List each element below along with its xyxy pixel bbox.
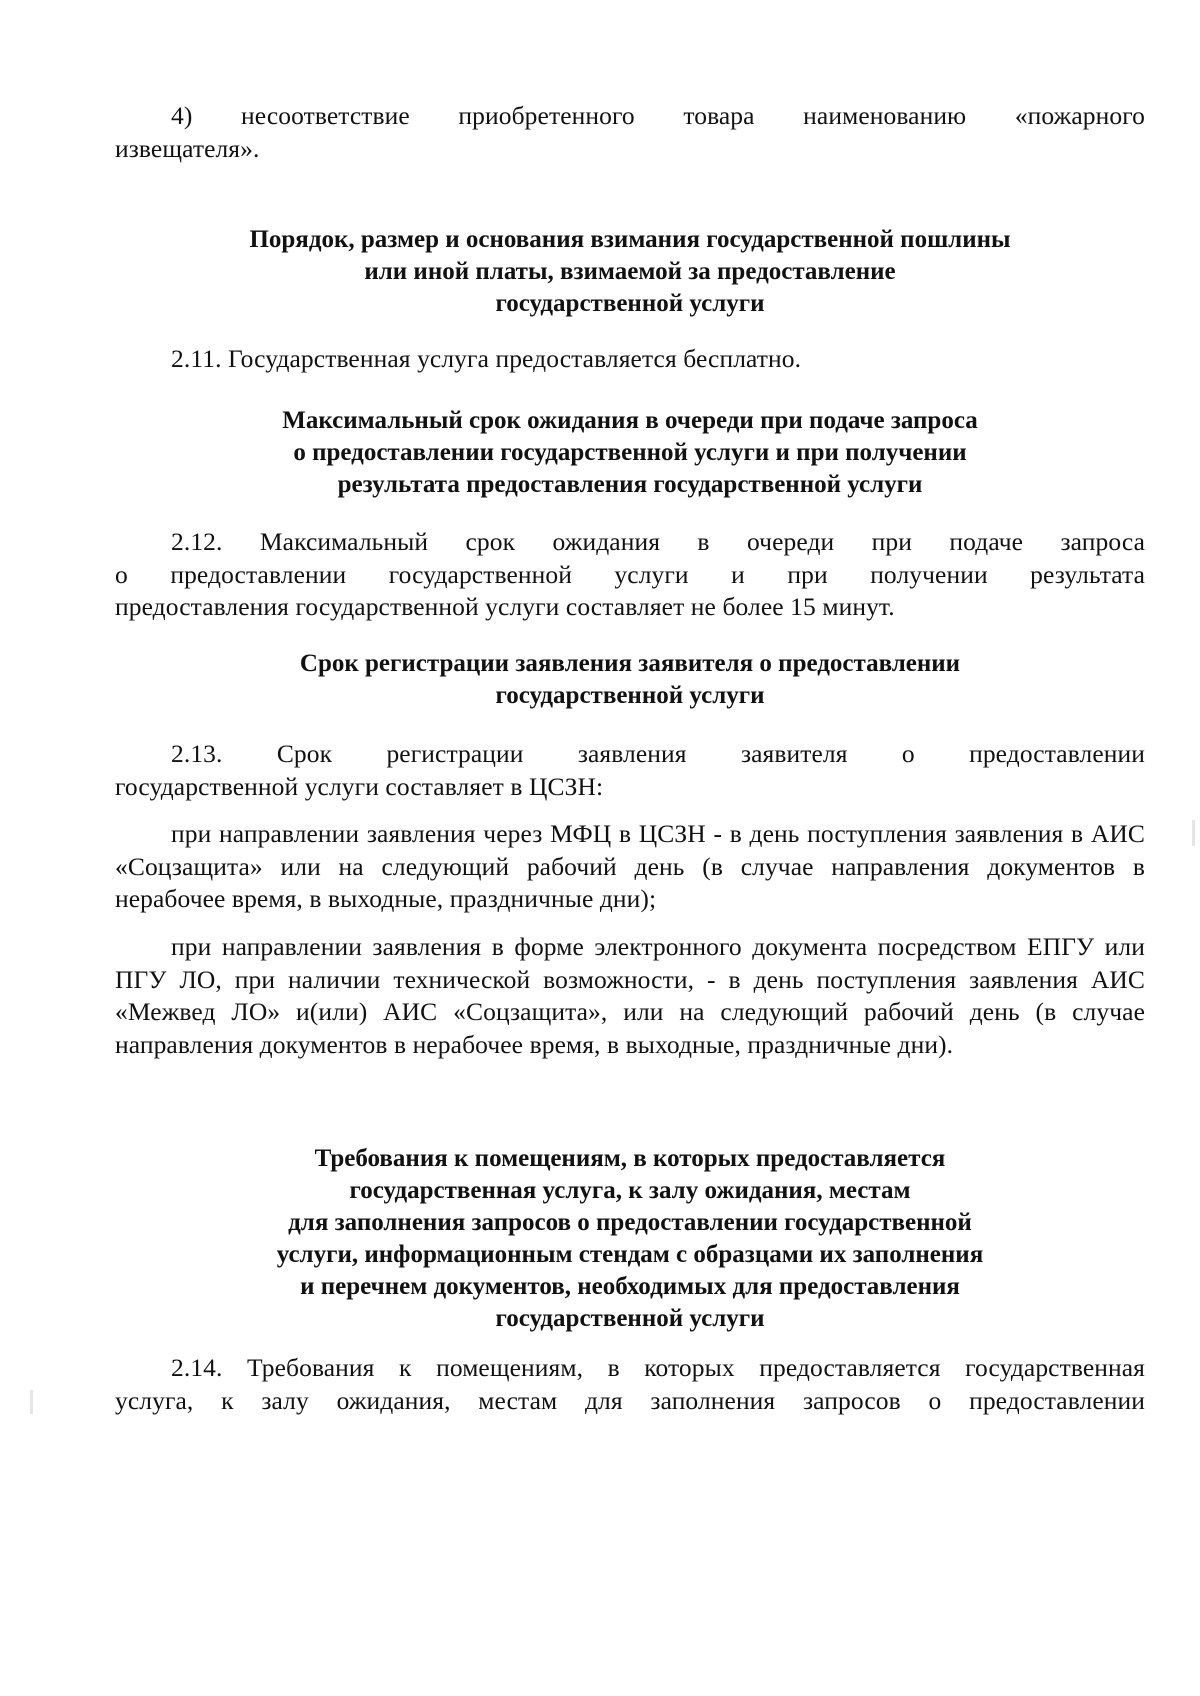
paragraph-2-13 [115, 738, 1145, 803]
paragraph-line: 2.12. Максимальный срок ожидания в очереди при подаче запроса [171, 527, 1145, 556]
heading-waiting-time [115, 405, 1145, 501]
scan-margin-mark [30, 1390, 33, 1414]
section-heading: Требования к помещениям, в которых предоставляется государственная услуга, к залу ожидания, местам для заполнения запросов о предоставлении государственной услуги, информационным стендам с образцами их заполнения и перечнем документов, необходимых для предоставления государственной услуги [276, 1145, 984, 1332]
paragraph-2-11 [115, 343, 1145, 376]
paragraph-mfc [115, 818, 1145, 916]
heading-fee [115, 224, 1145, 320]
heading-registration [115, 648, 1145, 712]
paragraph-text: при направлении заявления через МФЦ в ЦСЗН - в день поступления заявления в АИС «Соцзащита» или на следующий рабочий день (в случае направления документов в нерабочее время, в выходные, праздничные дни); [115, 819, 1145, 913]
document-page [115, 0, 1145, 1696]
paragraph-2-14 [115, 1352, 1145, 1417]
section-heading: Максимальный срок ожидания в очереди при подаче запроса о предоставлении государственной услуги и при получении результата предоставления государственной услуги [282, 407, 978, 498]
paragraph-line: 4) несоответствие приобретенного товара наименованию «пожарного [171, 101, 1145, 130]
section-heading: Порядок, размер и основания взимания государственной пошлины или иной платы, взимаемой за предоставление государственной услуги [249, 226, 1011, 317]
paragraph-item-4 [115, 100, 1145, 165]
paragraph-line: извещателя». [115, 133, 260, 163]
section-heading: Срок регистрации заявления заявителя о предоставлении государственной услуги [299, 650, 961, 709]
scan-margin-mark [1192, 820, 1195, 846]
paragraph-text: при направлении заявления в форме электронного документа посредством ЕПГУ или ПГУ ЛО, при наличии технической возможности, - в день поступления заявления АИС «Межвед ЛО» и(или) АИС «Соцзащита», или на следующий рабочий день (в случае направления документов в нерабочее время, в выходные, праздничные дни). [115, 932, 1145, 1059]
paragraph-2-12 [115, 526, 1145, 624]
paragraph-epgu [115, 931, 1145, 1061]
heading-premises [115, 1143, 1145, 1335]
paragraph-line: 2.14. Требования к помещениям, в которых предоставляется государственная [171, 1353, 1145, 1382]
paragraph-line: 2.13. Срок регистрации заявления заявителя о предоставлении [171, 739, 1145, 768]
paragraph-line: государственной услуги составляет в ЦСЗН: [115, 771, 604, 801]
paragraph-text: 2.11. Государственная услуга предоставляется бесплатно. [171, 344, 802, 373]
paragraph-line: услуга, к залу ожидания, местам для заполнения запросов о предоставлении [115, 1385, 1145, 1415]
paragraph-line: предоставления государственной услуги составляет не более 15 минут. [115, 592, 895, 621]
paragraph-line: о предоставлении государственной услуги и при получении результата [115, 559, 1145, 589]
